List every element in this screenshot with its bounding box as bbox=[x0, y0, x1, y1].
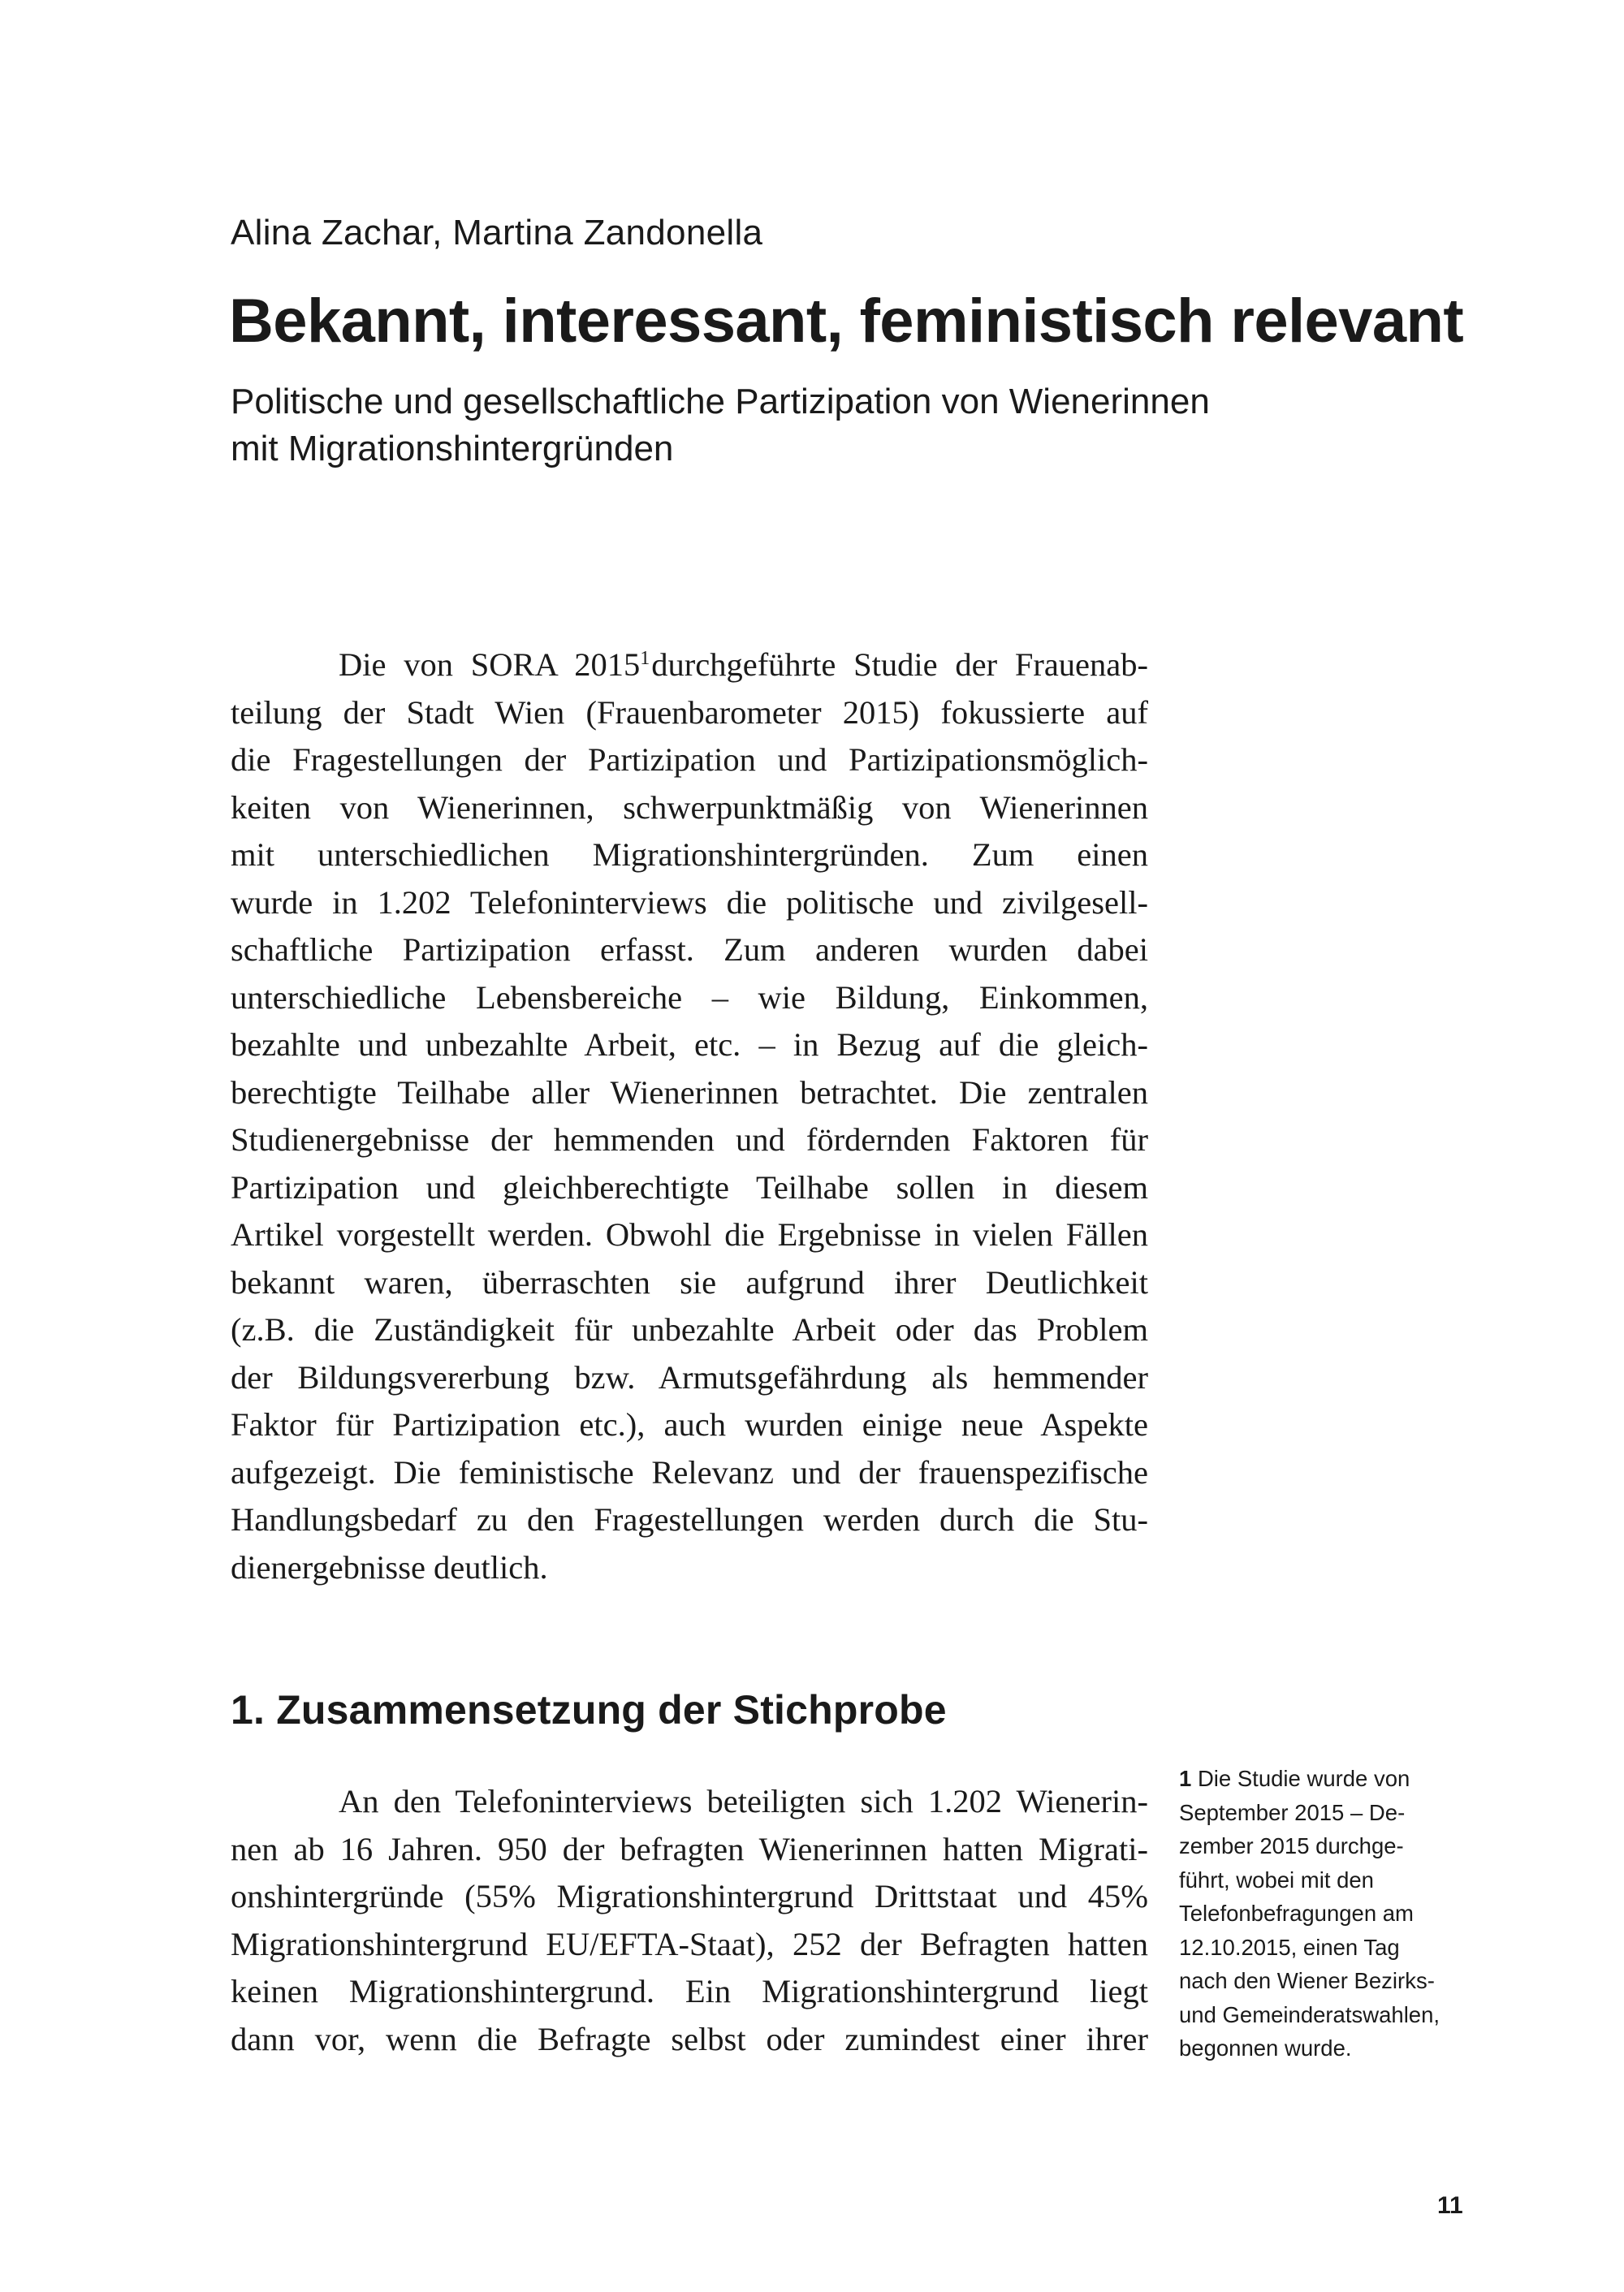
abstract-line: Partizipation und gleichberechtigte Teilhabe sollen in diesem bbox=[231, 1168, 1148, 1206]
subtitle-line: Politische und gesellschaftliche Partizipation von Wienerinnen bbox=[231, 382, 1210, 421]
abstract-line: aufgezeigt. Die feministische Relevanz und der frauenspezifische bbox=[231, 1453, 1148, 1491]
footnote-line: Telefonbefragungen am bbox=[1179, 1901, 1414, 1926]
abstract-line: dienergebnisse deutlich. bbox=[231, 1548, 548, 1586]
footnote-reference[interactable]: 1 bbox=[640, 648, 650, 669]
abstract-line: berechtigte Teilhabe aller Wienerinnen betrachtet. Die zentralen bbox=[231, 1073, 1148, 1111]
abstract-line: Handlungsbedarf zu den Fragestellungen werden durch die Stu- bbox=[231, 1501, 1148, 1538]
section-heading: 1. Zusammensetzung der Stichprobe bbox=[231, 1687, 947, 1733]
footnote-number: 1 bbox=[1179, 1766, 1192, 1791]
abstract-line: Faktor für Partizipation etc.), auch wurden einige neue Aspekte bbox=[231, 1406, 1148, 1443]
abstract-line: unterschiedliche Lebensbereiche – wie Bildung, Einkommen, bbox=[231, 978, 1148, 1016]
section-line: Migrationshintergrund EU/EFTA-Staat), 252 der Befragten hatten bbox=[231, 1925, 1148, 1962]
abstract-line-end: durchgeführte Studie der Frauenab- bbox=[651, 646, 1148, 683]
abstract-line: der Bildungsvererbung bzw. Armutsgefährdung als hemmender bbox=[231, 1358, 1148, 1396]
footnote-line: begonnen wurde. bbox=[1179, 2035, 1352, 2061]
abstract-line bbox=[231, 641, 1148, 689]
abstract-line: schaftliche Partizipation erfasst. Zum anderen wurden dabei bbox=[231, 931, 1148, 968]
section-line: onshintergründe (55% Migrationshintergrund Drittstaat und 45% bbox=[231, 1878, 1148, 1914]
abstract-line-start: Die von SORA 2015 bbox=[339, 646, 641, 683]
abstract-line: keiten von Wienerinnen, schwerpunktmäßig von Wienerinnen bbox=[231, 788, 1148, 826]
section-line: An den Telefoninterviews beteiligten sich 1.202 Wienerin- bbox=[339, 1783, 1148, 1819]
abstract-line: Studienergebnisse der hemmenden und fördernden Faktoren für bbox=[231, 1121, 1148, 1158]
abstract-line: bekannt waren, überraschten sie aufgrund ihrer Deutlichkeit bbox=[231, 1263, 1148, 1301]
footnote-line: nach den Wiener Bezirks- bbox=[1179, 1968, 1435, 1993]
section-line: keinen Migrationshintergrund. Ein Migrationshintergrund liegt bbox=[231, 1973, 1148, 2009]
footnote bbox=[1179, 1762, 1471, 2065]
page-number: 11 bbox=[1437, 2192, 1463, 2219]
footnote-text: Die Studie wurde von bbox=[1197, 1766, 1410, 1791]
abstract-line: bezahlte und unbezahlte Arbeit, etc. – in Bezug auf die gleich- bbox=[231, 1026, 1148, 1063]
section-line: dann vor, wenn die Befragte selbst oder zumindest einer ihrer bbox=[231, 2020, 1148, 2057]
section-line: nen ab 16 Jahren. 950 der befragten Wienerinnen hatten Migrati- bbox=[231, 1830, 1148, 1867]
footnote-line bbox=[1179, 1762, 1471, 1796]
abstract-line: wurde in 1.202 Telefoninterviews die politische und zivilgesell- bbox=[231, 883, 1148, 921]
abstract-line: (z.B. die Zuständigkeit für unbezahlte Arbeit oder das Problem bbox=[231, 1311, 1148, 1348]
abstract-line: Artikel vorgestellt werden. Obwohl die Ergebnisse in vielen Fällen bbox=[231, 1216, 1148, 1253]
abstract bbox=[231, 641, 1148, 1591]
footnote-line: führt, wobei mit den bbox=[1179, 1867, 1374, 1893]
article-title: Bekannt, interessant, feministisch relevant bbox=[229, 287, 1464, 356]
abstract-line: teilung der Stadt Wien (Frauenbarometer 2015) fokussierte auf bbox=[231, 693, 1148, 731]
subtitle-line: mit Migrationshintergründen bbox=[231, 429, 674, 468]
abstract-line: die Fragestellungen der Partizipation und Partizipationsmöglich- bbox=[231, 741, 1148, 778]
abstract-line: mit unterschiedlichen Migrationshintergründen. Zum einen bbox=[231, 836, 1148, 873]
footnote-line: zember 2015 durchge- bbox=[1179, 1833, 1404, 1858]
footnote-line: September 2015 – De- bbox=[1179, 1799, 1406, 1825]
authors: Alina Zachar, Martina Zandonella bbox=[231, 213, 763, 253]
footnote-line: 12.10.2015, einen Tag bbox=[1179, 1934, 1400, 1960]
section-body bbox=[231, 1778, 1148, 2063]
article-subtitle bbox=[231, 378, 1449, 473]
footnote-line: und Gemeinderatswahlen, bbox=[1179, 2001, 1440, 2027]
